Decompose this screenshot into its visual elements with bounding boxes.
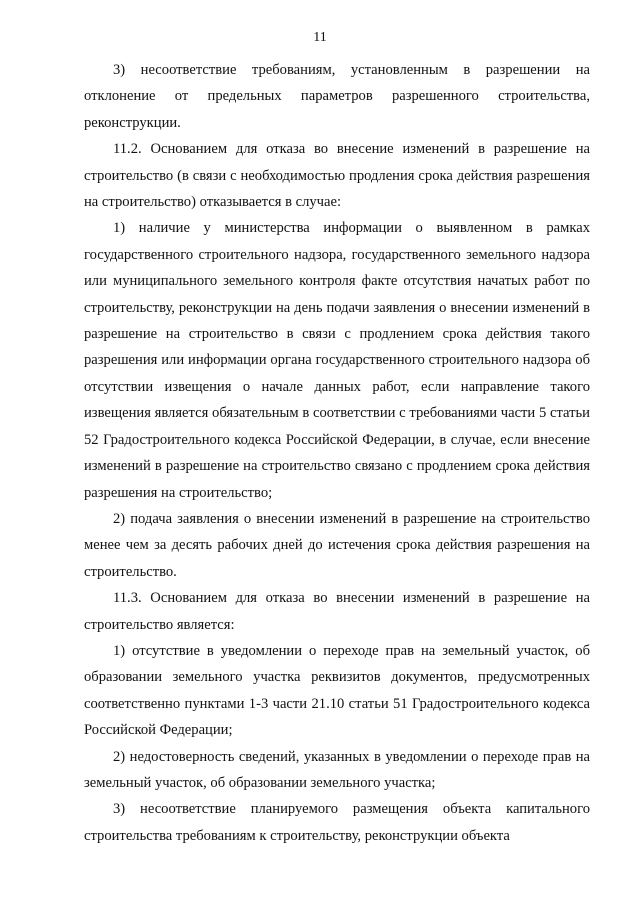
page-number: 11 (313, 30, 327, 45)
paragraph-item-3-nonconformity-deviation: 3) несоответствие требованиям, установленным в разрешении на отклонение от предельных параметров разрешенного строительства, реконструкции. (84, 62, 590, 131)
paragraph-item-3-nonconformity-placement: 3) несоответствие планируемого размещения объекта капитального строительства требованиям к строительству, реконструкции объекта (84, 801, 590, 844)
paragraph-item-1-missing-requisites: 1) отсутствие в уведомлении о переходе прав на земельный участок, об образовании земельного участка реквизитов документов, предусмотренных соответственно пунктами 1-3 части 21.10 статьи 51 Градостроительного кодекса Российской Федерации; (84, 642, 590, 739)
paragraph-item-2-late-application: 2) подача заявления о внесении изменений в разрешение на строительство менее чем за десять рабочих дней до истечения срока действия разрешения на строительство. (84, 510, 590, 580)
paragraph-item-2-false-information: 2) недостоверность сведений, указанных в уведомлении о переходе прав на земельный участок, об образовании земельного участка; (84, 748, 590, 791)
paragraph-11-2-heading: 11.2. Основанием для отказа во внесение изменений в разрешение на строительство (в связи с необходимостью продления срока действия разрешения на строительство) отказывается в случае: (84, 141, 590, 211)
document-body (84, 57, 590, 849)
paragraph-item-1-ministry-information: 1) наличие у министерства информации о выявленном в рамках государственного строительного надзора, государственного земельного надзора или муниципального земельного контроля факте отсутствия начатых работ по строительству, реконструкции на день подачи заявления о внесении изменений в разрешение на строительство в связи с продлением срока действия такого разрешения или информации органа государственного строительного надзора об отсутствии извещения о начале данных работ, если направление такого извещения является обязательным в соответствии с требованиями части 5 статьи 52 Градостроительного кодекса Российской Федерации, в случае, если внесение изменений в разрешение на строительство связано с продлением срока действия разрешения на строительство; (84, 220, 590, 501)
paragraph-11-3-heading: 11.3. Основанием для отказа во внесении изменений в разрешение на строительство является: (84, 590, 590, 633)
